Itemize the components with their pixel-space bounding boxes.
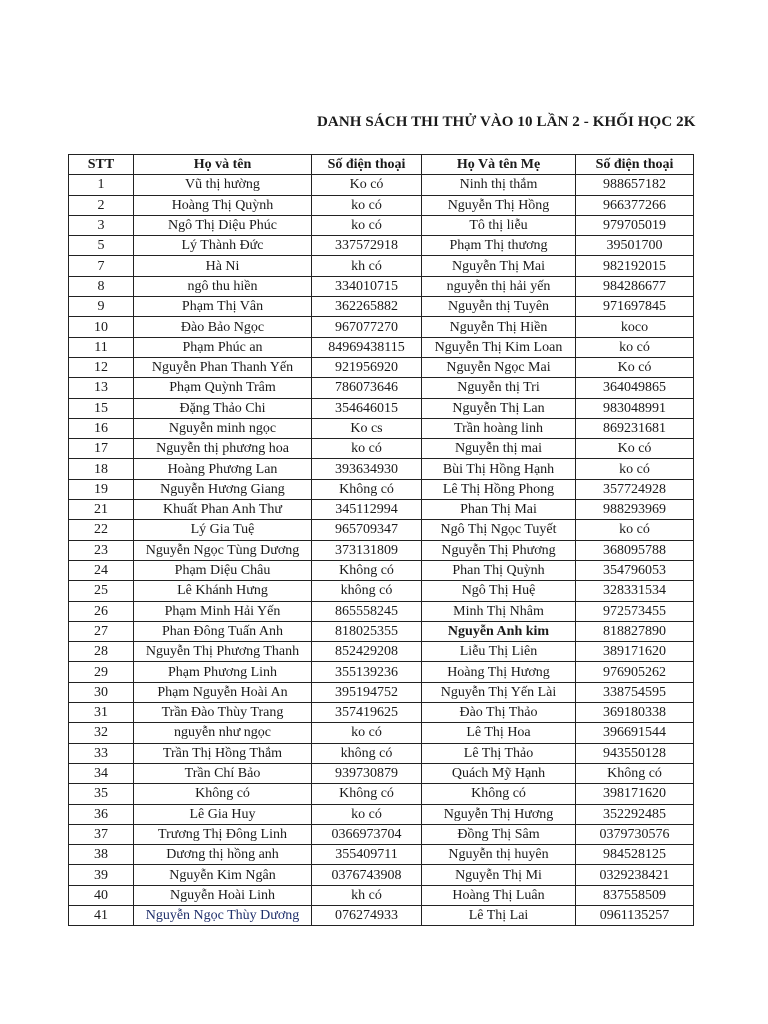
cell-student-name: Ngô Thị Diệu Phúc (134, 215, 312, 235)
cell-mother-name: Nguyễn Thị Mai (422, 256, 576, 276)
cell-student-name: Phan Đông Tuấn Anh (134, 621, 312, 641)
cell-mother-phone: 983048991 (576, 398, 694, 418)
cell-stt: 25 (69, 581, 134, 601)
document-title: DANH SÁCH THI THỬ VÀO 10 LẦN 2 - KHỐI HỌC 2K (317, 114, 696, 130)
table-row (69, 824, 694, 844)
cell-mother-name: Đào Thị Thảo (422, 703, 576, 723)
cell-student-name: Khuất Phan Anh Thư (134, 500, 312, 520)
cell-student-phone: Không có (312, 560, 422, 580)
cell-stt: 13 (69, 378, 134, 398)
cell-mother-name: Trần hoàng linh (422, 418, 576, 438)
cell-mother-phone: 0329238421 (576, 865, 694, 885)
cell-student-name: Phạm Quỳnh Trâm (134, 378, 312, 398)
table-row (69, 682, 694, 702)
cell-mother-phone: 982192015 (576, 256, 694, 276)
cell-student-name: Phạm Phương Linh (134, 662, 312, 682)
table-row (69, 317, 694, 337)
cell-mother-phone: ko có (576, 520, 694, 540)
cell-student-phone: 076274933 (312, 905, 422, 925)
table-row (69, 337, 694, 357)
cell-mother-name: Minh Thị Nhâm (422, 601, 576, 621)
cell-mother-phone: 364049865 (576, 378, 694, 398)
cell-mother-phone: 988293969 (576, 500, 694, 520)
cell-student-name: Phạm Diệu Châu (134, 560, 312, 580)
cell-stt: 3 (69, 215, 134, 235)
cell-stt: 15 (69, 398, 134, 418)
cell-stt: 19 (69, 479, 134, 499)
cell-student-name: Hà Ni (134, 256, 312, 276)
cell-student-phone: 355139236 (312, 662, 422, 682)
cell-mother-name: Lê Thị Hồng Phong (422, 479, 576, 499)
cell-student-name: Lý Gia Tuệ (134, 520, 312, 540)
cell-student-phone: ko có (312, 439, 422, 459)
cell-mother-name: Ngô Thị Ngọc Tuyết (422, 520, 576, 540)
cell-mother-phone: 328331534 (576, 581, 694, 601)
cell-student-phone: kh có (312, 256, 422, 276)
cell-stt: 18 (69, 459, 134, 479)
cell-student-phone: ko có (312, 215, 422, 235)
cell-mother-name: Hoàng Thị Luân (422, 885, 576, 905)
cell-student-phone: Ko có (312, 175, 422, 195)
cell-student-name: nguyễn như ngọc (134, 723, 312, 743)
table-row (69, 662, 694, 682)
table-row (69, 601, 694, 621)
cell-stt: 24 (69, 560, 134, 580)
cell-mother-name: Nguyễn Thị Hồng (422, 195, 576, 215)
cell-student-name: Hoàng Thị Quỳnh (134, 195, 312, 215)
table-row (69, 885, 694, 905)
cell-mother-name: Bùi Thị Hồng Hạnh (422, 459, 576, 479)
cell-student-phone: 84969438115 (312, 337, 422, 357)
cell-student-name: Nguyễn Hoài Linh (134, 885, 312, 905)
cell-mother-phone: 979705019 (576, 215, 694, 235)
cell-student-name: Phạm Thị Vân (134, 297, 312, 317)
cell-stt: 34 (69, 763, 134, 783)
cell-mother-phone: 354796053 (576, 560, 694, 580)
cell-student-name: Đặng Thảo Chi (134, 398, 312, 418)
cell-mother-name: Nguyễn thị mai (422, 439, 576, 459)
cell-mother-phone: 396691544 (576, 723, 694, 743)
cell-mother-name: Phan Thị Quỳnh (422, 560, 576, 580)
cell-student-phone: ko có (312, 723, 422, 743)
cell-student-phone: 786073646 (312, 378, 422, 398)
cell-student-phone: không có (312, 581, 422, 601)
cell-student-name: Nguyễn Ngọc Thùy Dương (134, 905, 312, 925)
table-row (69, 723, 694, 743)
student-table (68, 154, 694, 926)
cell-stt: 10 (69, 317, 134, 337)
cell-stt: 31 (69, 703, 134, 723)
cell-student-phone: ko có (312, 804, 422, 824)
cell-mother-name: Lê Thị Hoa (422, 723, 576, 743)
cell-stt: 7 (69, 256, 134, 276)
cell-stt: 21 (69, 500, 134, 520)
header-student-name: Họ và tên (134, 155, 312, 175)
table-row (69, 784, 694, 804)
cell-stt: 28 (69, 642, 134, 662)
table-row (69, 642, 694, 662)
table-row (69, 357, 694, 377)
cell-stt: 30 (69, 682, 134, 702)
cell-mother-phone: 0961135257 (576, 905, 694, 925)
cell-student-name: Nguyễn Kim Ngân (134, 865, 312, 885)
cell-student-name: Nguyễn Phan Thanh Yến (134, 357, 312, 377)
table-row (69, 195, 694, 215)
cell-mother-name: nguyễn thị hải yến (422, 276, 576, 296)
cell-mother-phone: 976905262 (576, 662, 694, 682)
table-row (69, 398, 694, 418)
table-row (69, 905, 694, 925)
cell-mother-name: Quách Mỹ Hạnh (422, 763, 576, 783)
cell-mother-phone: 818827890 (576, 621, 694, 641)
cell-student-phone: Ko cs (312, 418, 422, 438)
cell-mother-phone: 971697845 (576, 297, 694, 317)
cell-student-phone: 354646015 (312, 398, 422, 418)
cell-mother-name: Nguyễn Thị Hiền (422, 317, 576, 337)
cell-student-name: Không có (134, 784, 312, 804)
header-mother-name: Họ Và tên Mẹ (422, 155, 576, 175)
table-row (69, 479, 694, 499)
cell-mother-phone: 984286677 (576, 276, 694, 296)
cell-student-phone: 334010715 (312, 276, 422, 296)
cell-stt: 38 (69, 845, 134, 865)
cell-student-name: Trương Thị Đông Linh (134, 824, 312, 844)
cell-stt: 41 (69, 905, 134, 925)
cell-mother-name: Nguyễn Thị Yến Lài (422, 682, 576, 702)
cell-stt: 5 (69, 236, 134, 256)
cell-stt: 33 (69, 743, 134, 763)
table-row (69, 276, 694, 296)
cell-mother-phone: 837558509 (576, 885, 694, 905)
cell-mother-phone: 972573455 (576, 601, 694, 621)
cell-mother-phone: 398171620 (576, 784, 694, 804)
cell-student-phone: 357419625 (312, 703, 422, 723)
table-row (69, 215, 694, 235)
cell-mother-phone: ko có (576, 337, 694, 357)
table-row (69, 621, 694, 641)
cell-student-phone: 818025355 (312, 621, 422, 641)
cell-student-name: Lý Thành Đức (134, 236, 312, 256)
cell-student-phone: 967077270 (312, 317, 422, 337)
cell-mother-phone: 966377266 (576, 195, 694, 215)
cell-mother-phone: 943550128 (576, 743, 694, 763)
cell-mother-phone: Ko có (576, 439, 694, 459)
cell-student-phone: 362265882 (312, 297, 422, 317)
cell-student-phone: 337572918 (312, 236, 422, 256)
cell-student-phone: Không có (312, 479, 422, 499)
cell-mother-name: Hoàng Thị Hương (422, 662, 576, 682)
cell-mother-phone: Không có (576, 763, 694, 783)
cell-student-name: Dương thị hồng anh (134, 845, 312, 865)
cell-mother-name: Lê Thị Lai (422, 905, 576, 925)
cell-student-name: ngô thu hiền (134, 276, 312, 296)
cell-student-phone: không có (312, 743, 422, 763)
cell-mother-name: Nguyễn Thị Hương (422, 804, 576, 824)
table-row (69, 500, 694, 520)
cell-mother-name: Nguyễn thị Tri (422, 378, 576, 398)
cell-student-phone: 0366973704 (312, 824, 422, 844)
table-row (69, 763, 694, 783)
cell-student-name: Đào Bảo Ngọc (134, 317, 312, 337)
cell-student-phone: 373131809 (312, 540, 422, 560)
cell-mother-phone: 39501700 (576, 236, 694, 256)
cell-mother-phone: 984528125 (576, 845, 694, 865)
cell-student-name: Nguyễn Thị Phương Thanh (134, 642, 312, 662)
cell-student-phone: 355409711 (312, 845, 422, 865)
cell-stt: 29 (69, 662, 134, 682)
table-row (69, 439, 694, 459)
cell-student-phone: 852429208 (312, 642, 422, 662)
cell-mother-phone: 338754595 (576, 682, 694, 702)
cell-stt: 23 (69, 540, 134, 560)
cell-stt: 35 (69, 784, 134, 804)
cell-student-phone: Không có (312, 784, 422, 804)
cell-mother-name: Không có (422, 784, 576, 804)
table-row (69, 378, 694, 398)
cell-mother-phone: 369180338 (576, 703, 694, 723)
table-row (69, 703, 694, 723)
cell-student-name: Nguyễn minh ngọc (134, 418, 312, 438)
cell-student-name: Trần Chí Bảo (134, 763, 312, 783)
cell-student-phone: 395194752 (312, 682, 422, 702)
cell-mother-phone: 368095788 (576, 540, 694, 560)
cell-student-phone: 865558245 (312, 601, 422, 621)
cell-stt: 37 (69, 824, 134, 844)
cell-mother-phone: koco (576, 317, 694, 337)
table-row (69, 540, 694, 560)
header-mother-phone: Số điện thoại (576, 155, 694, 175)
table-header-row (69, 155, 694, 175)
cell-mother-name: Nguyễn thị Tuyên (422, 297, 576, 317)
cell-stt: 17 (69, 439, 134, 459)
cell-mother-name: Lê Thị Thảo (422, 743, 576, 763)
cell-stt: 11 (69, 337, 134, 357)
cell-mother-phone: 869231681 (576, 418, 694, 438)
table-row (69, 804, 694, 824)
cell-student-name: Hoàng Phương Lan (134, 459, 312, 479)
table-row (69, 520, 694, 540)
table-row (69, 175, 694, 195)
cell-student-name: Phạm Phúc an (134, 337, 312, 357)
cell-mother-name: Nguyễn Thị Lan (422, 398, 576, 418)
cell-mother-name: Ninh thị thắm (422, 175, 576, 195)
cell-mother-phone: 0379730576 (576, 824, 694, 844)
cell-mother-phone: ko có (576, 459, 694, 479)
cell-student-phone: 921956920 (312, 357, 422, 377)
cell-student-name: Lê Gia Huy (134, 804, 312, 824)
table-row (69, 297, 694, 317)
table-row (69, 418, 694, 438)
cell-mother-name: Đồng Thị Sâm (422, 824, 576, 844)
cell-stt: 40 (69, 885, 134, 905)
cell-student-phone: 0376743908 (312, 865, 422, 885)
cell-student-name: Vũ thị hường (134, 175, 312, 195)
cell-stt: 32 (69, 723, 134, 743)
cell-mother-name: Liễu Thị Liên (422, 642, 576, 662)
cell-student-name: Phạm Minh Hải Yến (134, 601, 312, 621)
table-row (69, 743, 694, 763)
cell-mother-name: Nguyễn Ngọc Mai (422, 357, 576, 377)
cell-mother-name: Phạm Thị thương (422, 236, 576, 256)
cell-student-name: Trần Đào Thùy Trang (134, 703, 312, 723)
cell-student-name: Lê Khánh Hưng (134, 581, 312, 601)
cell-mother-name: Nguyễn thị huyên (422, 845, 576, 865)
cell-student-phone: kh có (312, 885, 422, 905)
cell-mother-phone: 389171620 (576, 642, 694, 662)
cell-student-phone: ko có (312, 195, 422, 215)
cell-mother-phone: Ko có (576, 357, 694, 377)
cell-mother-name: Phan Thị Mai (422, 500, 576, 520)
table-row (69, 256, 694, 276)
cell-mother-name: Nguyễn Thị Phương (422, 540, 576, 560)
cell-mother-name: Nguyễn Anh kim (422, 621, 576, 641)
cell-stt: 16 (69, 418, 134, 438)
cell-stt: 22 (69, 520, 134, 540)
header-stt: STT (69, 155, 134, 175)
table-row (69, 581, 694, 601)
cell-mother-name: Tô thị liễu (422, 215, 576, 235)
cell-student-phone: 345112994 (312, 500, 422, 520)
cell-mother-phone: 357724928 (576, 479, 694, 499)
cell-student-name: Phạm Nguyễn Hoài An (134, 682, 312, 702)
header-student-phone: Số điện thoại (312, 155, 422, 175)
cell-stt: 27 (69, 621, 134, 641)
cell-student-name: Nguyễn Hương Giang (134, 479, 312, 499)
cell-stt: 9 (69, 297, 134, 317)
cell-mother-phone: 988657182 (576, 175, 694, 195)
cell-stt: 36 (69, 804, 134, 824)
cell-student-name: Nguyễn Ngọc Tùng Dương (134, 540, 312, 560)
cell-student-phone: 939730879 (312, 763, 422, 783)
cell-stt: 26 (69, 601, 134, 621)
cell-stt: 39 (69, 865, 134, 885)
cell-student-phone: 965709347 (312, 520, 422, 540)
cell-stt: 12 (69, 357, 134, 377)
cell-stt: 2 (69, 195, 134, 215)
cell-mother-name: Nguyễn Thị Mi (422, 865, 576, 885)
table-row (69, 865, 694, 885)
cell-student-name: Nguyễn thị phương hoa (134, 439, 312, 459)
cell-mother-phone: 352292485 (576, 804, 694, 824)
cell-stt: 1 (69, 175, 134, 195)
cell-mother-name: Nguyễn Thị Kim Loan (422, 337, 576, 357)
table-row (69, 560, 694, 580)
table-row (69, 459, 694, 479)
cell-student-name: Trần Thị Hồng Thắm (134, 743, 312, 763)
cell-mother-name: Ngô Thị Huệ (422, 581, 576, 601)
table-row (69, 236, 694, 256)
cell-stt: 8 (69, 276, 134, 296)
table-row (69, 845, 694, 865)
cell-student-phone: 393634930 (312, 459, 422, 479)
